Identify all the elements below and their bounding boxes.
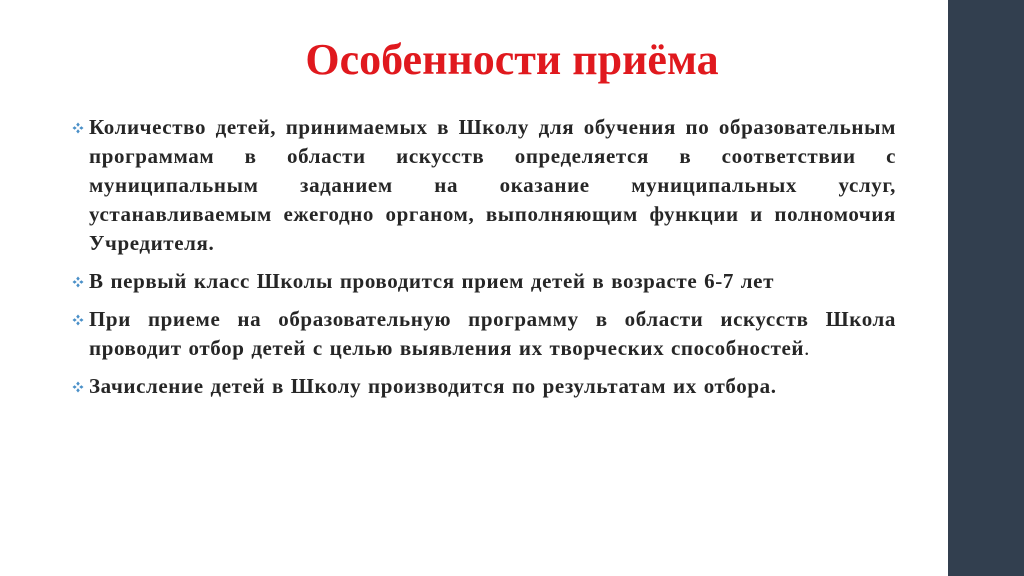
bullet-text: Зачисление детей в Школу производится по результатам их отбора.	[89, 374, 777, 398]
four-diamond-bullet-icon	[72, 122, 84, 134]
four-diamond-bullet-icon	[72, 381, 84, 393]
four-diamond-bullet-icon	[72, 276, 84, 288]
side-accent-bar	[948, 0, 1024, 576]
bullet-list	[72, 113, 896, 410]
bullet-text: Количество детей, принимаемых в Школу для обучения по образовательным программам в области искусств определяется в соответствии с муниципальным заданием на оказание муниципальных услуг, устанавливаемым ежегодно органом, выполняющим функции и полномочия Учредителя.	[89, 115, 896, 255]
bullet-text: В первый класс Школы проводится прием детей в возрасте 6-7 лет	[89, 269, 774, 293]
bullet-text: При приеме на образовательную программу в области искусств Школа проводит отбор детей с целью выявления их творческих способностей	[89, 307, 896, 360]
slide-title: Особенности приёма	[305, 35, 719, 84]
bullet-trailing-period: .	[804, 336, 810, 360]
bullet-item	[72, 372, 896, 401]
bullet-item	[72, 113, 896, 258]
four-diamond-bullet-icon	[72, 314, 84, 326]
bullet-item	[72, 267, 896, 296]
bullet-item	[72, 305, 896, 363]
